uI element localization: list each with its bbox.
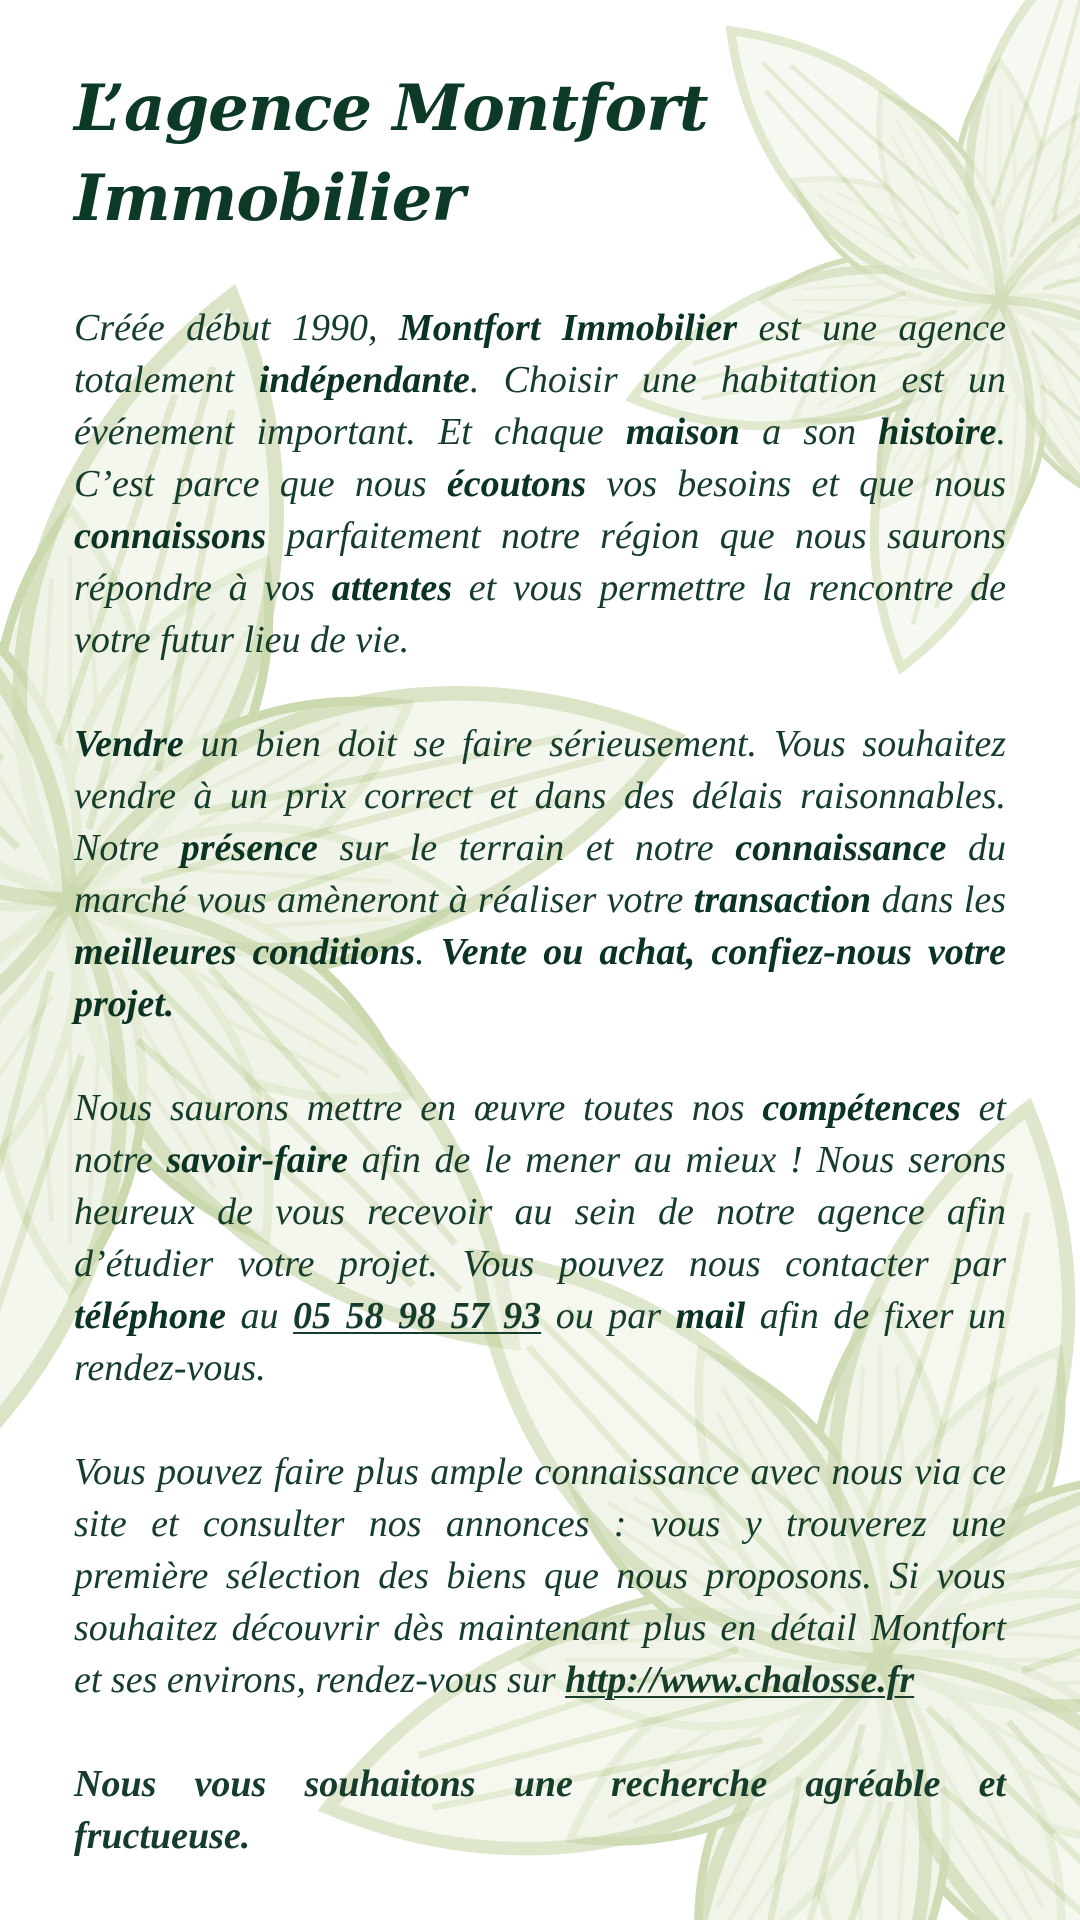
text-run: a son [739, 411, 879, 453]
text-run: et notre [74, 1087, 1006, 1181]
text-run: est une agence totalement [74, 307, 1006, 401]
text-run: au [225, 1295, 294, 1337]
text-run: dans les [871, 879, 1007, 921]
emphasis-presence: présence [180, 827, 318, 869]
paragraph-selling [74, 718, 1006, 1030]
text-run: Créée début 1990, [74, 307, 399, 349]
paragraph-intro [74, 302, 1006, 666]
emphasis-listen: écoutons [446, 463, 587, 505]
emphasis-house: maison [625, 411, 740, 453]
text-run: afin de fixer un rendez-vous. [74, 1295, 1006, 1389]
text-run: . Choisir une habitation est un événement important. Et chaque [74, 359, 1006, 453]
closing-message: Nous vous souhaitons une recherche agréable et fructueuse. [74, 1763, 1006, 1857]
phone-link[interactable]: 05 58 98 57 93 [293, 1295, 542, 1337]
emphasis-best-conditions: meilleures conditions [74, 931, 416, 973]
text-run: . [415, 931, 441, 973]
emphasis-skills: compétences [762, 1087, 961, 1129]
text-run: et vous permettre la rencontre de votre futur lieu de vie. [74, 567, 1006, 661]
page-title: L’agence Montfort Immobilier [74, 71, 708, 236]
text-run: afin de le mener au mieux ! Nous serons heureux de vous recevoir au sein de notre agence afin d’étudier votre projet. Vous pouvez nous contacter par [74, 1139, 1006, 1285]
emphasis-transaction: transaction [693, 879, 872, 921]
emphasis-expectations: attentes [331, 567, 453, 609]
emphasis-mail: mail [675, 1295, 746, 1337]
text-run: Nous saurons mettre en œuvre toutes nos [74, 1087, 763, 1129]
about-agency-text [74, 64, 1006, 1914]
text-run: parfaitement notre région que nous saurons répondre à vos [74, 515, 1006, 609]
text-run: un bien doit se faire sérieusement. Vous souhaitez vendre à un prix correct et dans des délais raisonnables. Notre [74, 723, 1006, 869]
text-run: ou par [541, 1295, 676, 1337]
emphasis-agency-name: Montfort Immobilier [398, 307, 738, 349]
text-run: Vous pouvez faire plus ample connaissance avec nous via ce site et consulter nos annonces : vous y trouverez une première sélection des biens que nous proposons. Si vous souhaitez découvrir dès maintenant plus en détail Montfort et ses environs, rendez-vous sur [74, 1451, 1006, 1701]
text-run: du marché vous amèneront à réaliser votre [74, 827, 1006, 921]
emphasis-phone: téléphone [74, 1295, 226, 1337]
emphasis-know-how: savoir-faire [166, 1139, 349, 1181]
text-run: sur le terrain et notre [317, 827, 736, 869]
paragraph-website [74, 1446, 1006, 1706]
text-run: vos besoins et que nous [586, 463, 1007, 505]
emphasis-know: connaissons [74, 515, 267, 557]
emphasis-sell: Vendre [74, 723, 184, 765]
emphasis-independent: indépendante [258, 359, 470, 401]
emphasis-call-to-action: Vente ou achat, confiez-nous votre projet. [74, 931, 1007, 1025]
paragraph-contact [74, 1082, 1006, 1394]
emphasis-knowledge: connaissance [735, 827, 947, 869]
text-run: . C’est parce que nous [74, 411, 1006, 505]
emphasis-history: histoire [878, 411, 997, 453]
website-link[interactable]: http://www.chalosse.fr [565, 1659, 915, 1701]
